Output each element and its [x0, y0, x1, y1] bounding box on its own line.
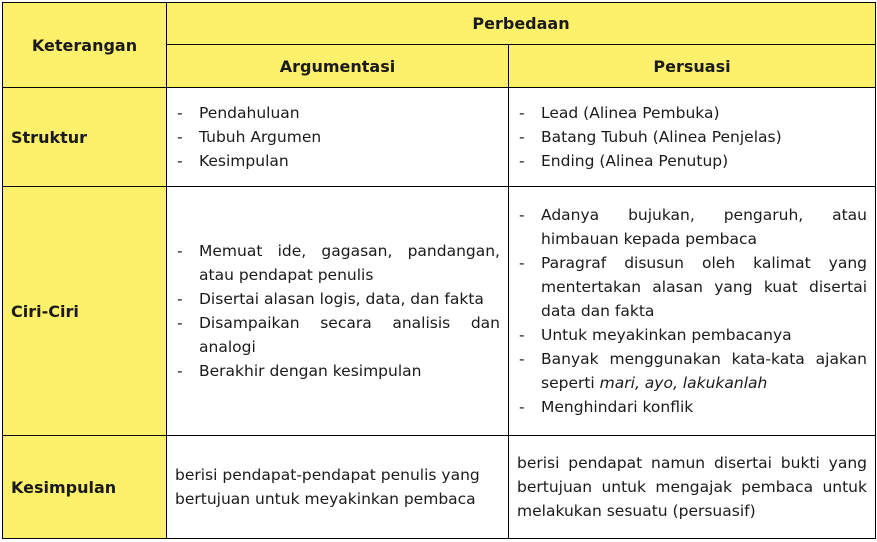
ciri-persuasi-list	[517, 203, 867, 419]
kesimpulan-argumentasi-cell	[167, 436, 509, 539]
row-label-kesimpulan: Kesimpulan	[3, 436, 167, 539]
list-item: - Pendahuluan	[175, 101, 500, 125]
list-item: - Paragraf disusun oleh kalimat yang mentertakan alasan yang kuat disertai data dan fakta	[517, 251, 867, 323]
header-perbedaan: Perbedaan	[167, 3, 876, 45]
row-label-struktur: Struktur	[3, 88, 167, 187]
list-item: - Ending (Alinea Penutup)	[517, 149, 867, 173]
list-item: - Disertai alasan logis, data, dan fakta	[175, 287, 500, 311]
list-item: - Menghindari konflik	[517, 395, 867, 419]
list-item: - Untuk meyakinkan pembacanya	[517, 323, 867, 347]
list-item: - Adanya bujukan, pengaruh, atau himbauan kepada pembaca	[517, 203, 867, 251]
comparison-table	[2, 2, 876, 539]
ciri-argumentasi-list	[175, 239, 500, 383]
kesimpulan-persuasi-cell	[509, 436, 876, 539]
list-item: - Berakhir dengan kesimpulan	[175, 359, 500, 383]
ajakan-text: Banyak menggunakan kata-kata ajakan seperti	[541, 350, 867, 392]
struktur-argumentasi-list	[175, 101, 500, 173]
header-persuasi: Persuasi	[509, 45, 876, 88]
list-item	[517, 347, 867, 395]
list-item: - Batang Tubuh (Alinea Penjelas)	[517, 125, 867, 149]
struktur-persuasi-cell	[509, 88, 876, 187]
list-item: - Disampaikan secara analisis dan analogi	[175, 311, 500, 359]
struktur-persuasi-list	[517, 101, 867, 173]
ajakan-examples: mari, ayo, lakukanlah	[599, 374, 768, 392]
ciri-argumentasi-cell	[167, 187, 509, 436]
kesimpulan-persuasi-text: berisi pendapat namun disertai bukti yang bertujuan untuk mengajak pembaca untuk melakukan sesuatu (persuasif)	[517, 454, 867, 520]
header-keterangan: Keterangan	[3, 3, 167, 88]
list-item: - Tubuh Argumen	[175, 125, 500, 149]
header-argumentasi: Argumentasi	[167, 45, 509, 88]
list-item: - Memuat ide, gagasan, pandangan, atau pendapat penulis	[175, 239, 500, 287]
row-label-ciri-ciri: Ciri-Ciri	[3, 187, 167, 436]
ciri-persuasi-cell	[509, 187, 876, 436]
list-item: - Kesimpulan	[175, 149, 500, 173]
struktur-argumentasi-cell	[167, 88, 509, 187]
list-item: - Lead (Alinea Pembuka)	[517, 101, 867, 125]
kesimpulan-argumentasi-text: berisi pendapat-pendapat penulis yang bertujuan untuk meyakinkan pembaca	[175, 466, 480, 508]
